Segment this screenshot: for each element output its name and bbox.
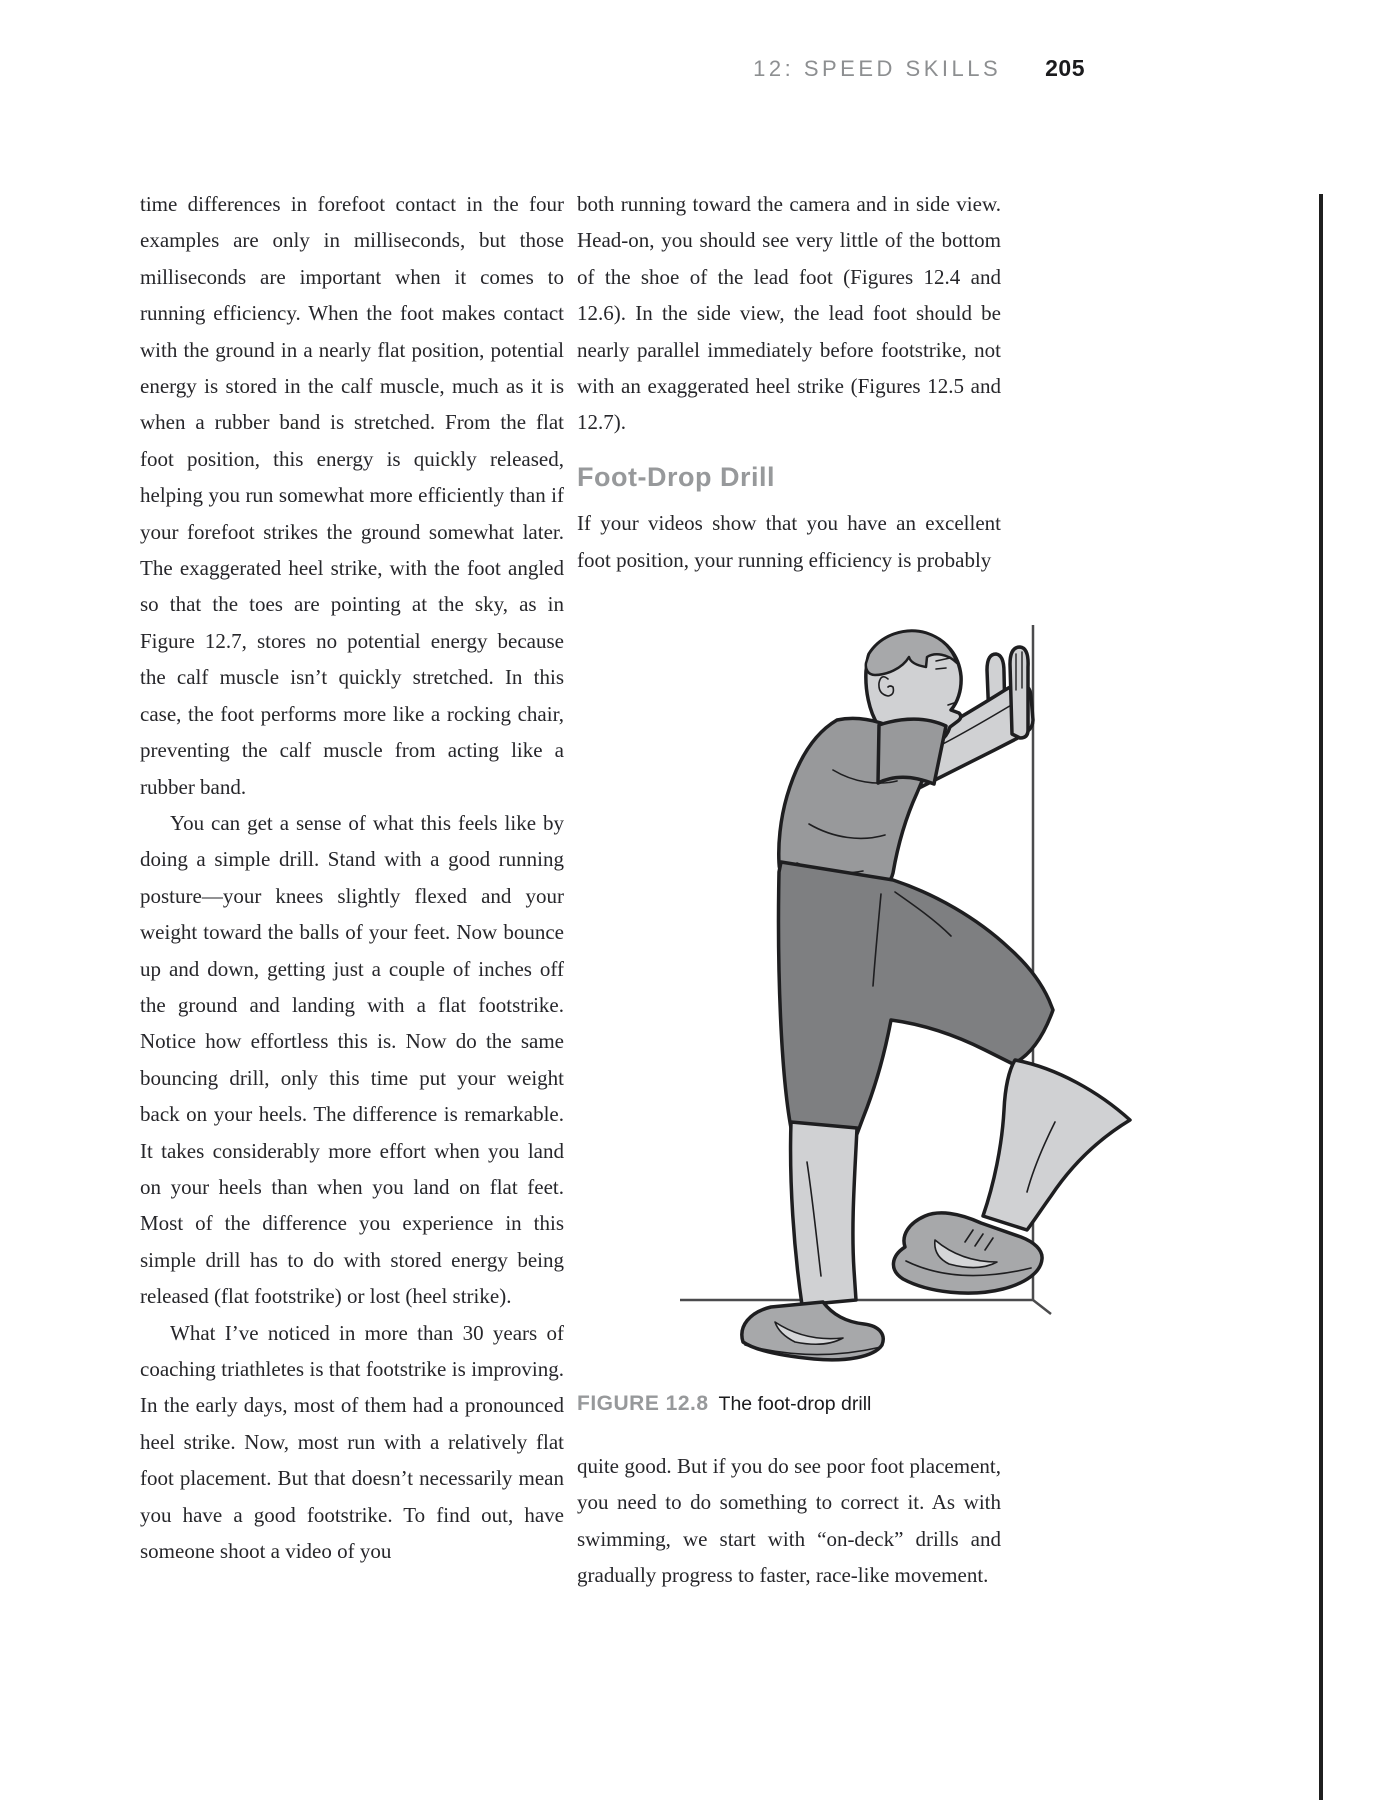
body-paragraph: You can get a sense of what this feels like by doing a simple drill. Stand with a good running posture—your knees slightly flexed and your weight toward the balls of your feet. Now bounce up and down, getting just a couple of inches off the ground and landing with a flat footstrike. Notice how effortless this is. Now do the same bouncing drill, only this time put your weight back on your heels. The difference is remarkable. It takes considerably more effort when you land on your heels than when you land on flat feet. Most of the difference you experience in this simple drill has to do with stored energy being released (flat footstrike) or lost (heel strike).	[140, 810, 564, 1309]
runner-standing-leg	[791, 1122, 857, 1305]
foot-drop-drill-illustration	[585, 562, 1185, 1362]
section-heading: Foot-Drop Drill	[577, 461, 775, 492]
body-paragraph: both running toward the camera and in side view. Head-on, you should see very little of the bottom of the shoe of the lead foot (Figures 12.4 and 12.6). In the side view, the lead foot should be nearly parallel immediately before footstrike, not with an exaggerated heel strike (Figures 12.5 and 12.7).	[577, 192, 1001, 435]
body-paragraph: If your videos show that you have an excellent foot position, your running efficiency is probably	[577, 511, 1001, 572]
figure-floor-line	[680, 1300, 1051, 1314]
body-paragraph: What I’ve noticed in more than 30 years of coaching triathletes is that footstrike is improving. In the early days, most of them had a pronounced heel strike. Now, most run with a relatively flat foot placement. But that doesn’t necessarily mean you have a good footstrike. To find out, have someone shoot a video of you	[140, 1320, 564, 1564]
runner-hand-front	[1010, 647, 1028, 738]
body-paragraph: time differences in forefoot contact in the four examples are only in milliseconds, but those milliseconds are important when it comes to running efficiency. When the foot makes contact with the ground in a nearly flat position, potential energy is stored in the calf muscle, much as it is when a rubber band is stretched. From the flat foot position, this energy is quickly released, helping you run somewhat more efficiently than if your forefoot strikes the ground somewhat later. The exaggerated heel strike, with the foot angled so that the toes are pointing at the sky, as in Figure 12.7, stores no potential energy because the calf muscle isn’t quickly stretched. In this case, the foot performs more like a rocking chair, preventing the calf muscle from acting like a rubber band.	[140, 192, 564, 799]
chapter-title: 12: SPEED SKILLS	[753, 56, 1002, 81]
page-header	[600, 55, 1085, 82]
runner-sleeve	[878, 719, 946, 784]
runner-figure	[742, 631, 1130, 1360]
runner-raised-leg	[983, 1060, 1130, 1230]
figure-caption-label: FIGURE 12.8	[577, 1392, 709, 1415]
right-text-column-top	[577, 186, 1001, 578]
right-text-column-bottom	[577, 1448, 1001, 1594]
left-text-column	[140, 186, 564, 1569]
page-edge-rule	[1319, 194, 1323, 1800]
figure-caption-text: The foot-drop drill	[718, 1393, 872, 1415]
figure-caption	[577, 1392, 1037, 1416]
page-number: 205	[1045, 55, 1085, 81]
body-paragraph: quite good. But if you do see poor foot placement, you need to do something to correct it. As with swimming, we start with “on-deck” drills and gradually progress to faster, race-like movement.	[577, 1454, 1001, 1588]
foot-drop-drill-figure	[585, 562, 1185, 1362]
